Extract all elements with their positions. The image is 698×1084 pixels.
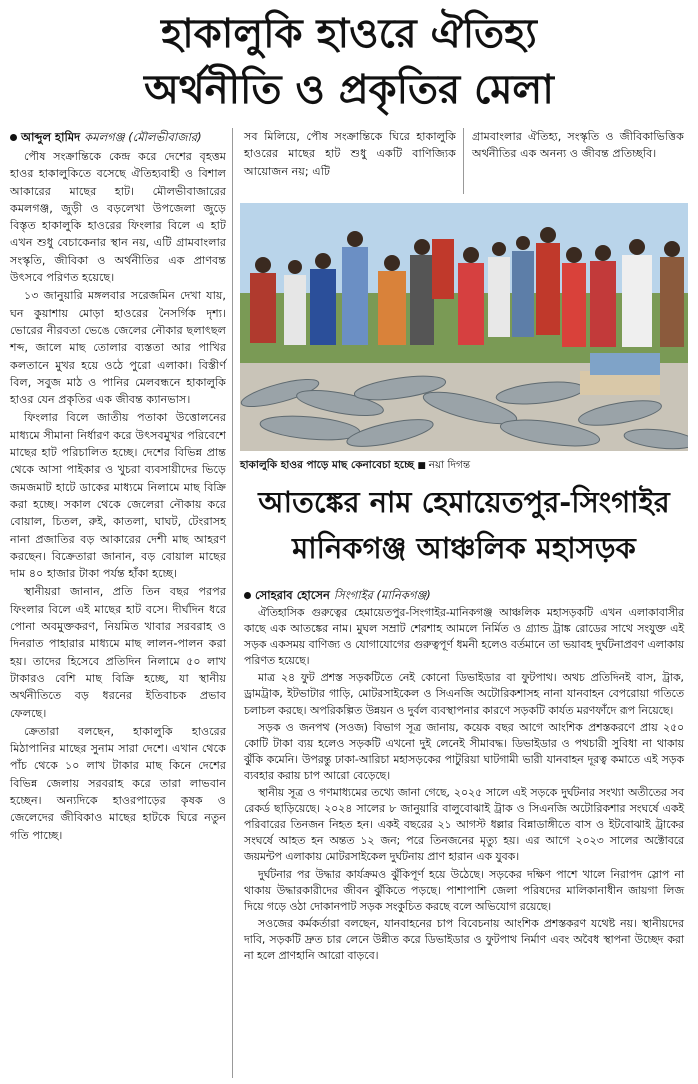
article1-paragraph: ১৩ জানুয়ারি মঙ্গলবার সরেজমিন দেখা যায়, ঘন কুয়াশায় মোড়া হাওরের নৈসর্গিক দৃশ্য। ভোরের নীরবতা ভেঙে জেলের নৌকার ছলাৎছল শব্দ, জালে মাছ তোলার ব্যস্ততা আর পাখির কলতানে মুখর হয়ে ওঠে পুরো এলাকা। বিস্তীর্ণ বিল, সবুজ মাঠ ও পানির মেলবন্ধনে হাকালুকি হাওর যেন প্রকৃতির এক জীবন্ত ক্যানভাস। <box>10 289 226 407</box>
photo-caption-text: হাকালুকি হাওর পাড়ে মাছ কেনাবেচা হচ্ছে <box>240 459 414 471</box>
article1-paragraph: স্থানীয়রা জানান, প্রতি তিন বছর পরপর ফিংলার বিলে এই মাছের হাট বসে। দীর্ঘদিন ধরে পোনা অবমুক্তকরণ, নিয়মিত খাবার সরবরাহ ও দিনরাত পাহারার মাধ্যমে মাছ লালন-পালন করা হয়। তাদের হিসেবে প্রতিদিন নিলামে ৫০ লাখ টাকারও বেশি মাছ বিক্রি হচ্ছে, যা স্থানীয় অর্থনীতিতে বড় ধরনের ইতিবাচক প্রভাব ফেলছে। <box>10 585 226 720</box>
article2-paragraph: দুর্ঘটনার পর উদ্ধার কার্যক্রমও ঝুঁকিপূর্ণ হয়ে উঠেছে। সড়কের দক্ষিণ পাশে খালে নিরাপদ স্লোপ না থাকায় উদ্ধারকারীদের জীবন ঝুঁকিতে পড়ছে। পাশাপাশি জেলা পরিষদের মালিকানাধীন জায়গা লিজ দিয়ে গড়ে ওঠা দোকানপাট সড়ক সংকুচিত করছে বলে অভিযোগ রয়েছে। <box>244 867 684 913</box>
article1-location: কমলগঞ্জ (মৌলভীবাজার) <box>84 130 202 144</box>
article2-paragraph: মাত্র ২৪ ফুট প্রশস্ত সড়কটিতে নেই কোনো ডিভাইডার বা ফুটপাথ। অথচ প্রতিদিনই বাস, ট্রাক, ড্রামট্রাক, ইটভাটার গাড়ি, মোটরসাইকেল ও সিএনজি অটোরিকশাসহ নানা যানবাহন বেপরোয়া গতিতে চলাচল করছে। অপরিকল্পিত উন্নয়ন ও দুর্বল ব্যবস্থাপনার কারণে সড়কটি কার্যত মরণফাঁদে রূপ নিয়েছে। <box>244 671 684 717</box>
article1-author: আব্দুল হামিদ <box>21 130 81 144</box>
photo-credit: নয়া দিগন্ত <box>428 459 471 471</box>
main-headline-line-1: হাকালুকি হাওরে ঐতিহ্য <box>161 10 537 57</box>
article2-paragraph: স্থানীয় সূত্র ও গণমাধ্যমের তথ্যে জানা গেছে, ২০২৫ সালে এই সড়কে দুর্ঘটনার সংখ্যা অতীতের সব রেকর্ড ছাড়িয়েছে। ২০২৪ সালের ৮ জানুয়ারি বালুবোঝাই ট্রাক ও সিএনজি অটোরিকশার সংঘর্ষে একই পরিবারের তিনজন নিহত হন। একই বছরের ২১ আগস্ট ধল্লার বিন্নাডাঙ্গীতে বাস ও ইটবোঝাই ট্রাকের সংঘর্ষে আহত হন অন্তত ১২ জন; পরে তিনজনের মৃত্যু হয়। এর আগে ২০২৩ সালের অক্টোবরে জয়মন্টপ এলাকায় মোটরসাইকেল দুর্ঘটনায় প্রাণ হারান এক যুবক। <box>244 786 684 864</box>
article1-paragraph: ক্রেতারা বলছেন, হাকালুকি হাওরের মিঠাপানির মাছের সুনাম সারা দেশে। এখান থেকে পাঁচ থেকে ১০ লাখ টাকার মাছ কিনে দেশের বিভিন্ন জেলায় সরবরাহ করে তারা লাভবান হচ্ছেন। অন্যদিকে হাওরপাড়ের কৃষক ও জেলেদের জীবিকাও মাছের হাটকে ঘিরে নতুন গতি পাচ্ছে। <box>10 724 226 842</box>
article1-column-3 <box>472 128 684 164</box>
article1-paragraph: গ্রামবাংলার ঐতিহ্য, সংস্কৃতি ও জীবিকাভিত্তিক অর্থনীতির এক অনন্য ও জীবন্ত প্রতিচ্ছবি। <box>472 130 684 161</box>
article2-paragraph: সড়ক ও জনপথ (সওজ) বিভাগ সূত্র জানায়, কয়েক বছর আগে আংশিক প্রশস্তকরণে প্রায় ২৫০ কোটি টাকা ব্যয় হলেও সড়কটি এখনো দুই লেনেই সীমাবদ্ধ। ডিভাইডার ও পথচারী সুবিধা না থাকায় ঝুঁকি কমেনি। উপরন্তু ঢাকা-আরিচা মহাসড়কের পাটুরিয়া ঘাটগামী ভারী যানবাহন দূরত্ব কমাতে এই সড়ক ব্যবহার করায় চাপ আরো বেড়েছে। <box>244 720 684 782</box>
article1-paragraph: ফিংলার বিলে জাতীয় পতাকা উত্তোলনের মাধ্যমে সীমানা নির্ধারণ করে উৎসবমুখর পরিবেশে মাছের হাট পরিচালিত হচ্ছে। দেশের বিভিন্ন প্রান্ত থেকে আসা পাইকার ও খুচরা ব্যবসায়ীদের ভিড়ে জমজমাট হাটে ডাকের মাধ্যমে নিলামে মাছ বিক্রি করা হচ্ছে। সকাল থেকে জেলেরা নৌকায় করে বোয়াল, চিতল, রুই, কাতলা, ঘাঘট, টেংরাসহ নানা প্রজাতির বড় আকারের দেশী মাছ আহরণ করছেন। বিক্রেতারা জানান, বড় বোয়াল মাছের দাম ৪০ হাজার টাকা পর্যন্ত হাঁকা হচ্ছে। <box>10 411 226 581</box>
article2-body <box>244 587 684 965</box>
article1-paragraph: সব মিলিয়ে, পৌষ সংক্রান্তিকে ঘিরে হাকালুকি হাওরের মাছের হাট শুধু একটি বাণিজ্যিক আয়োজন নয়; এটি <box>244 130 456 178</box>
fish-market-photo <box>240 203 688 451</box>
article1-column-2 <box>244 128 456 181</box>
column-divider <box>463 128 464 194</box>
article2-location: সিংগাইর (মানিকগঞ্জ) <box>333 588 431 602</box>
article2-paragraph: ঐতিহাসিক গুরুত্বের হেমায়েতপুর-সিংগাইর-মানিকগঞ্জ আঞ্চলিক মহাসড়কটি এখন এলাকাবাসীর কাছে এক আতঙ্কের নাম। মুঘল সম্রাট শেরশাহ আমলে নির্মিত ও গ্র্যান্ড ট্রাঙ্ক রোডের সাথে সংযুক্ত এই সড়ক একসময় বাণিজ্য ও যোগাযোগের গুরুত্বপূর্ণ ধমনী হলেও বর্তমানে তা ভয়াবহ দুর্ঘটনাপ্রবণ এলাকায় পরিণত হয়েছে। <box>244 606 684 668</box>
article1-column-1 <box>10 129 226 845</box>
article2-headline-line-2: মানিকগঞ্জ আঞ্চলিক মহাসড়ক <box>292 531 636 565</box>
article2-paragraph: সওজের কর্মকর্তারা বলছেন, যানবাহনের চাপ বিবেচনায় আংশিক প্রশস্তকরণ যথেষ্ট নয়। স্থানীয়দের দাবি, সড়কটি দ্রুত চার লেনে উন্নীত করে ডিভাইডার ও ফুটপাথ নির্মাণ এবং অবৈধ স্থাপনা উচ্ছেদ করা না হলে প্রাণহানি আরো বাড়বে। <box>244 916 684 962</box>
column-divider <box>232 128 233 1078</box>
article2-byline <box>244 587 684 604</box>
byline-bullet-icon <box>10 134 17 141</box>
photo-caption <box>240 456 688 475</box>
fish-market-photo-illustration <box>240 203 688 451</box>
article1-byline <box>10 129 226 146</box>
caption-bullet-icon: ■ <box>417 461 429 471</box>
article2-author: সোহরাব হোসেন <box>255 588 330 602</box>
main-headline-line-2: অর্থনীতি ও প্রকৃতির মেলা <box>144 66 554 113</box>
byline-bullet-icon <box>244 592 251 599</box>
article1-paragraph: পৌষ সংক্রান্তিকে কেন্দ্র করে দেশের বৃহত্তম হাওর হাকালুকিতে বসেছে ঐতিহ্যবাহী ও বিশাল আকারের মাছের হাট। মৌলভীবাজারের কমলগঞ্জ, জুড়ী ও বড়লেখা উপজেলা জুড়ে বিস্তৃত হাকালুকি হাওরের ফিংলার বিলে এ হাট এখন শুধু বেচাকেনার স্থান নয়, এটি গ্রামবাংলার সংস্কৃতি, জীবিকা ও অর্থনীতির এক প্রাণবন্ত উৎসবে পরিণত হয়েছে। <box>10 150 226 285</box>
article2-headline-line-1: আতঙ্কের নাম হেমায়েতপুর-সিংগাইর <box>258 485 670 519</box>
